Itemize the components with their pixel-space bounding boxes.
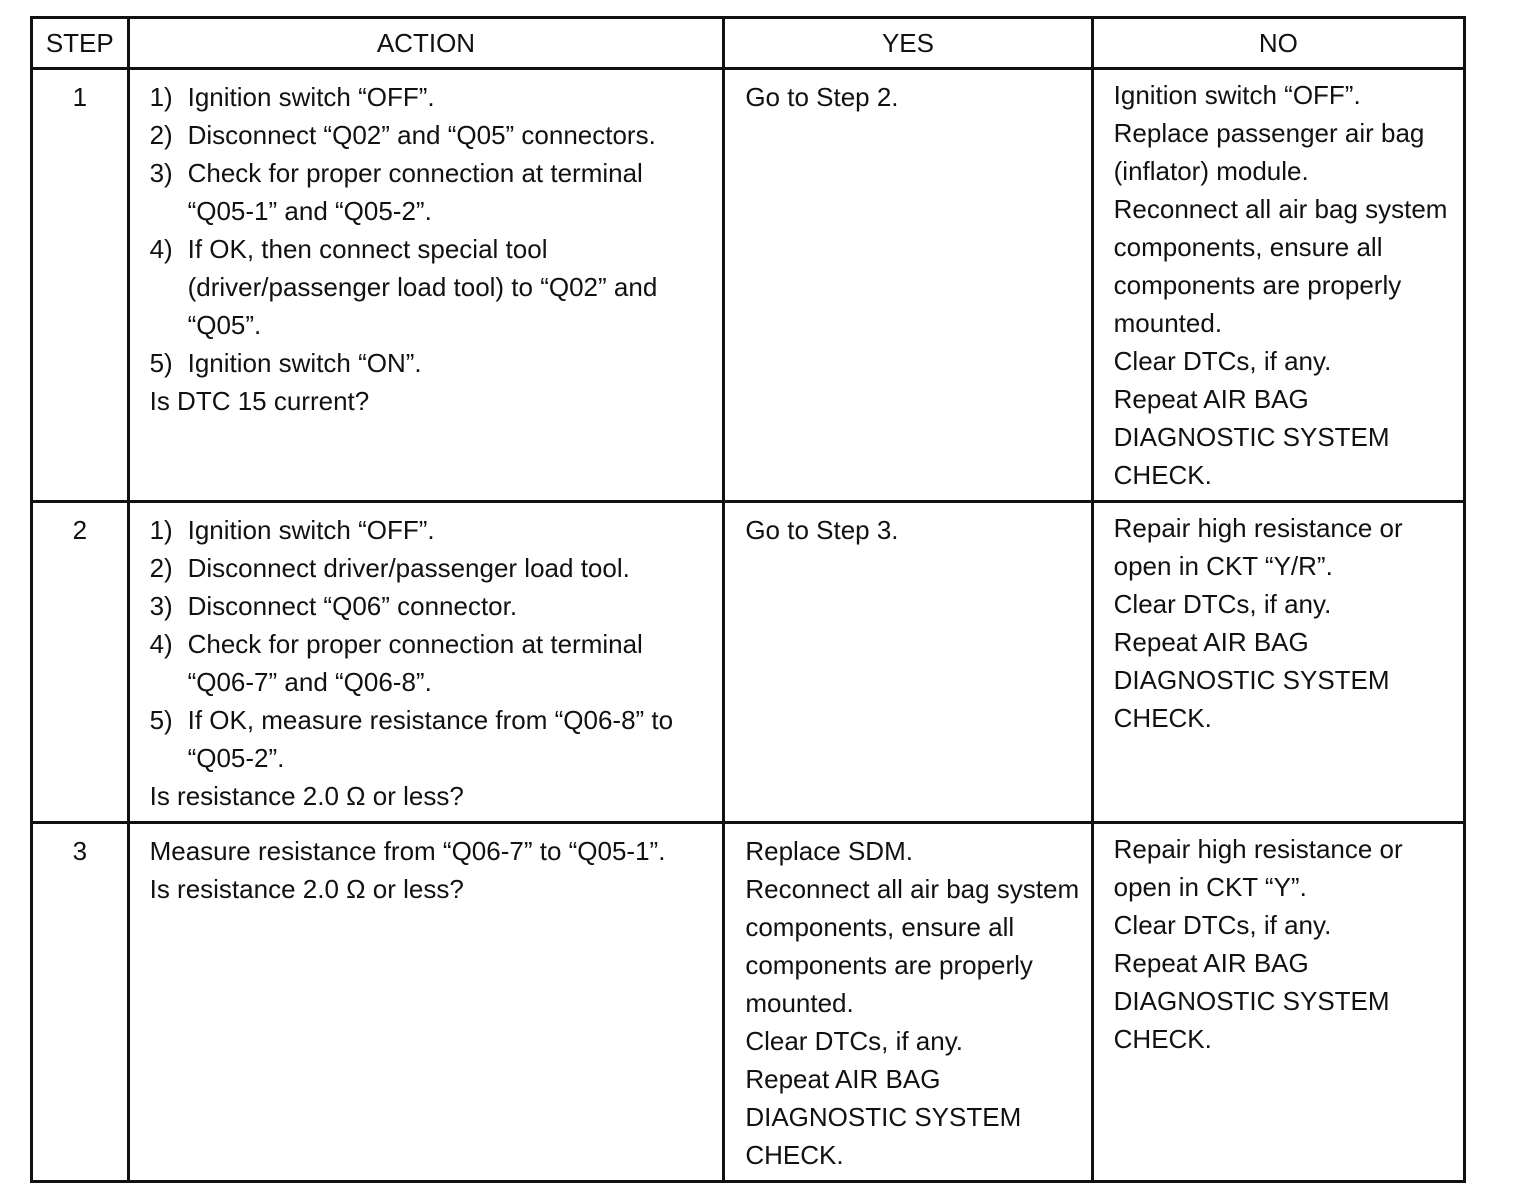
action-cell bbox=[128, 69, 724, 502]
action-item bbox=[150, 154, 715, 230]
no-cell bbox=[1092, 823, 1464, 1182]
no-cell bbox=[1092, 69, 1464, 502]
no-text: Replace passenger air bag (inflator) module. bbox=[1113, 118, 1432, 186]
header-action: ACTION bbox=[128, 18, 724, 69]
action-question: Is DTC 15 current? bbox=[149, 386, 370, 416]
action-item bbox=[150, 344, 715, 382]
header-step: STEP bbox=[32, 18, 129, 69]
action-item bbox=[150, 230, 715, 344]
header-no: NO bbox=[1092, 18, 1464, 69]
action-item-text: Check for proper connection at terminal “Q06-7” and “Q06-8”. bbox=[187, 629, 643, 697]
action-item-text: Ignition switch “ON”. bbox=[187, 348, 422, 378]
action-item-number: 1) bbox=[149, 82, 173, 112]
action-item-number: 1) bbox=[149, 515, 173, 545]
action-item bbox=[150, 78, 715, 116]
no-text: Repair high resistance or open in CKT “Y”. bbox=[1113, 834, 1410, 902]
table-row bbox=[32, 502, 1465, 823]
action-item-number: 4) bbox=[149, 629, 173, 659]
yes-text: Reconnect all air bag system components, ensure all components are properly mounted. bbox=[745, 874, 1087, 1018]
action-item-number: 5) bbox=[149, 705, 173, 735]
yes-cell bbox=[724, 502, 1092, 823]
no-text: Clear DTCs, if any. bbox=[1113, 346, 1332, 376]
action-item bbox=[150, 625, 715, 701]
action-item-text: Check for proper connection at terminal “Q05-1” and “Q05-2”. bbox=[187, 158, 643, 226]
no-text: Repeat AIR BAG DIAGNOSTIC SYSTEM CHECK. bbox=[1113, 627, 1397, 733]
yes-text: Go to Step 3. bbox=[745, 515, 899, 545]
action-item bbox=[150, 116, 715, 154]
action-item-text: Disconnect “Q06” connector. bbox=[187, 591, 518, 621]
table-row bbox=[32, 69, 1465, 502]
action-item-text: Ignition switch “OFF”. bbox=[187, 515, 435, 545]
yes-text: Replace SDM. bbox=[745, 836, 913, 866]
action-item-text: If OK, then connect special tool (driver/passenger load tool) to “Q02” and “Q05”. bbox=[187, 234, 658, 340]
action-item bbox=[150, 587, 715, 625]
action-item-number: 2) bbox=[149, 120, 173, 150]
yes-cell bbox=[724, 69, 1092, 502]
no-text: Ignition switch “OFF”. bbox=[1113, 80, 1361, 110]
action-item-text: Ignition switch “OFF”. bbox=[187, 82, 435, 112]
header-yes: YES bbox=[724, 18, 1092, 69]
no-text: Reconnect all air bag system components, ensure all components are properly mounted. bbox=[1113, 194, 1455, 338]
action-text: Measure resistance from “Q06-7” to “Q05-1”. bbox=[149, 836, 666, 866]
yes-cell bbox=[724, 823, 1092, 1182]
action-question: Is resistance 2.0 Ω or less? bbox=[149, 781, 464, 811]
action-item-number: 3) bbox=[149, 591, 173, 621]
no-cell bbox=[1092, 502, 1464, 823]
action-item-text: Disconnect driver/passenger load tool. bbox=[187, 553, 630, 583]
action-cell bbox=[128, 502, 724, 823]
yes-text: Clear DTCs, if any. bbox=[745, 1026, 964, 1056]
action-item bbox=[150, 701, 715, 777]
yes-text: Go to Step 2. bbox=[745, 82, 899, 112]
action-item bbox=[150, 549, 715, 587]
action-question: Is resistance 2.0 Ω or less? bbox=[149, 874, 464, 904]
action-item-text: Disconnect “Q02” and “Q05” connectors. bbox=[187, 120, 656, 150]
yes-text: Repeat AIR BAG DIAGNOSTIC SYSTEM CHECK. bbox=[745, 1064, 1029, 1170]
step-number: 1 bbox=[32, 69, 129, 502]
diagnostic-table bbox=[30, 16, 1466, 1183]
action-item-number: 5) bbox=[149, 348, 173, 378]
step-number: 3 bbox=[32, 823, 129, 1182]
action-item bbox=[150, 511, 715, 549]
action-item-number: 2) bbox=[149, 553, 173, 583]
action-item-number: 3) bbox=[149, 158, 173, 188]
action-item-text: If OK, measure resistance from “Q06-8” to “Q05-2”. bbox=[187, 705, 674, 773]
no-text: Repeat AIR BAG DIAGNOSTIC SYSTEM CHECK. bbox=[1113, 384, 1397, 490]
action-list bbox=[150, 78, 715, 382]
no-text: Repeat AIR BAG DIAGNOSTIC SYSTEM CHECK. bbox=[1113, 948, 1397, 1054]
action-cell bbox=[128, 823, 724, 1182]
no-text: Repair high resistance or open in CKT “Y/R”. bbox=[1113, 513, 1410, 581]
no-text: Clear DTCs, if any. bbox=[1113, 589, 1332, 619]
action-list bbox=[150, 511, 715, 777]
step-number: 2 bbox=[32, 502, 129, 823]
header-row bbox=[32, 18, 1465, 69]
no-text: Clear DTCs, if any. bbox=[1113, 910, 1332, 940]
table-row bbox=[32, 823, 1465, 1182]
action-item-number: 4) bbox=[149, 234, 173, 264]
